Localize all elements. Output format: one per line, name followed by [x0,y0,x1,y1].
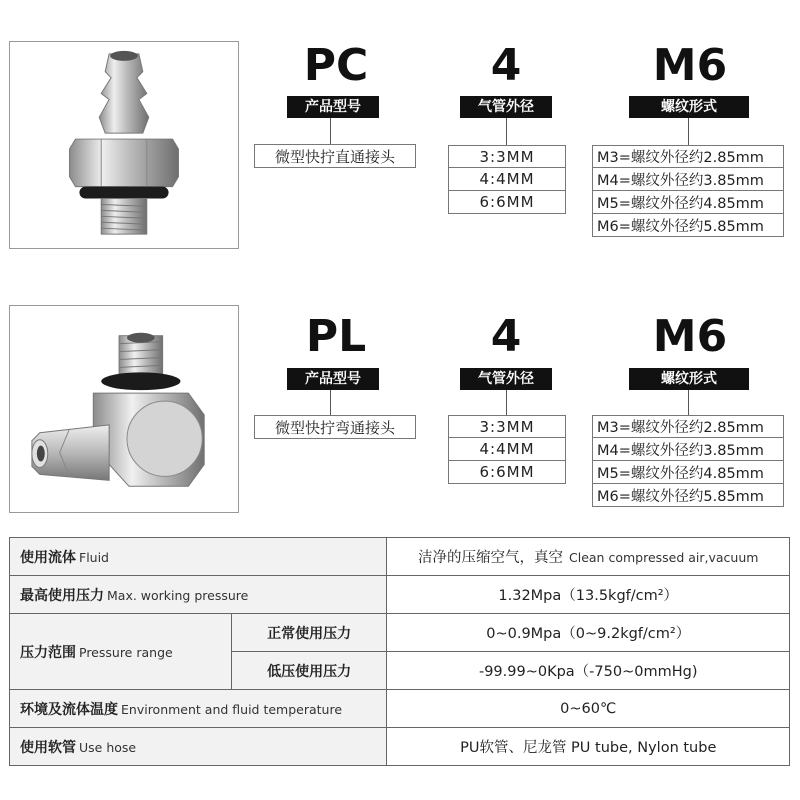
tube-option: 3:3MM [448,415,566,438]
hose-value: PU软管、尼龙管 PU tube, Nylon tube [387,728,790,766]
connector-line [330,118,331,145]
model-label-band: 产品型号 [287,368,379,390]
thread-option: M6=螺纹外径约5.85mm [592,214,784,237]
thread-option: M4=螺纹外径约3.85mm [592,168,784,191]
elbow-fitting-image [10,306,238,512]
model-name-box: 微型快拧弯通接头 [254,415,416,439]
fluid-label: 使用流体 Fluid [10,538,387,576]
hose-label: 使用软管 Use hose [10,728,387,766]
tube-option: 6:6MM [448,461,566,484]
model-label-band: 产品型号 [287,96,379,118]
table-row [10,576,790,614]
tube-option-list [448,145,566,214]
max-pressure-label: 最高使用压力 Max. working pressure [10,576,387,614]
normal-pressure-value: 0~0.9Mpa（0~9.2kgf/cm²） [387,614,790,652]
tube-option-list [448,415,566,484]
straight-fitting-image [10,42,238,248]
model-code: PC [303,40,369,91]
thread-option: M3=螺纹外径约2.85mm [592,415,784,438]
low-pressure-label: 低压使用压力 [231,652,387,690]
normal-pressure-label: 正常使用压力 [231,614,387,652]
thread-option: M5=螺纹外径约4.85mm [592,191,784,214]
connector-line [688,118,689,145]
model-name-box: 微型快拧直通接头 [254,144,416,168]
thread-option-list [592,415,784,507]
tube-option: 4:4MM [448,438,566,461]
table-row [10,690,790,728]
tube-size: 4 [490,311,522,362]
thread-code: M6 [652,311,728,362]
thread-option: M5=螺纹外径约4.85mm [592,461,784,484]
temperature-label: 环境及流体温度 Environment and fluid temperature [10,690,387,728]
tube-option: 4:4MM [448,168,566,191]
connector-line [506,118,507,145]
product-photo-straight [9,41,239,249]
tube-label-band: 气管外径 [460,368,552,390]
tube-label-band: 气管外径 [460,96,552,118]
connector-line [688,390,689,415]
table-row [10,728,790,766]
temperature-value: 0~60℃ [387,690,790,728]
max-pressure-value: 1.32Mpa（13.5kgf/cm²） [387,576,790,614]
pressure-range-label: 压力范围 Pressure range [10,614,232,690]
table-row [10,538,790,576]
thread-option-list [592,145,784,237]
tube-option: 3:3MM [448,145,566,168]
product-photo-elbow [9,305,239,513]
table-row [10,614,790,652]
fluid-value: 洁净的压缩空气，真空 Clean compressed air,vacuum [387,538,790,576]
tube-size: 4 [490,40,522,91]
model-code: PL [305,311,367,362]
tube-option: 6:6MM [448,191,566,214]
thread-option: M4=螺纹外径约3.85mm [592,438,784,461]
thread-option: M3=螺纹外径约2.85mm [592,145,784,168]
thread-code: M6 [652,40,728,91]
connector-line [330,390,331,415]
spec-table [9,537,790,766]
thread-label-band: 螺纹形式 [629,96,749,118]
thread-label-band: 螺纹形式 [629,368,749,390]
connector-line [506,390,507,415]
thread-option: M6=螺纹外径约5.85mm [592,484,784,507]
low-pressure-value: -99.99~0Kpa（-750~0mmHg) [387,652,790,690]
